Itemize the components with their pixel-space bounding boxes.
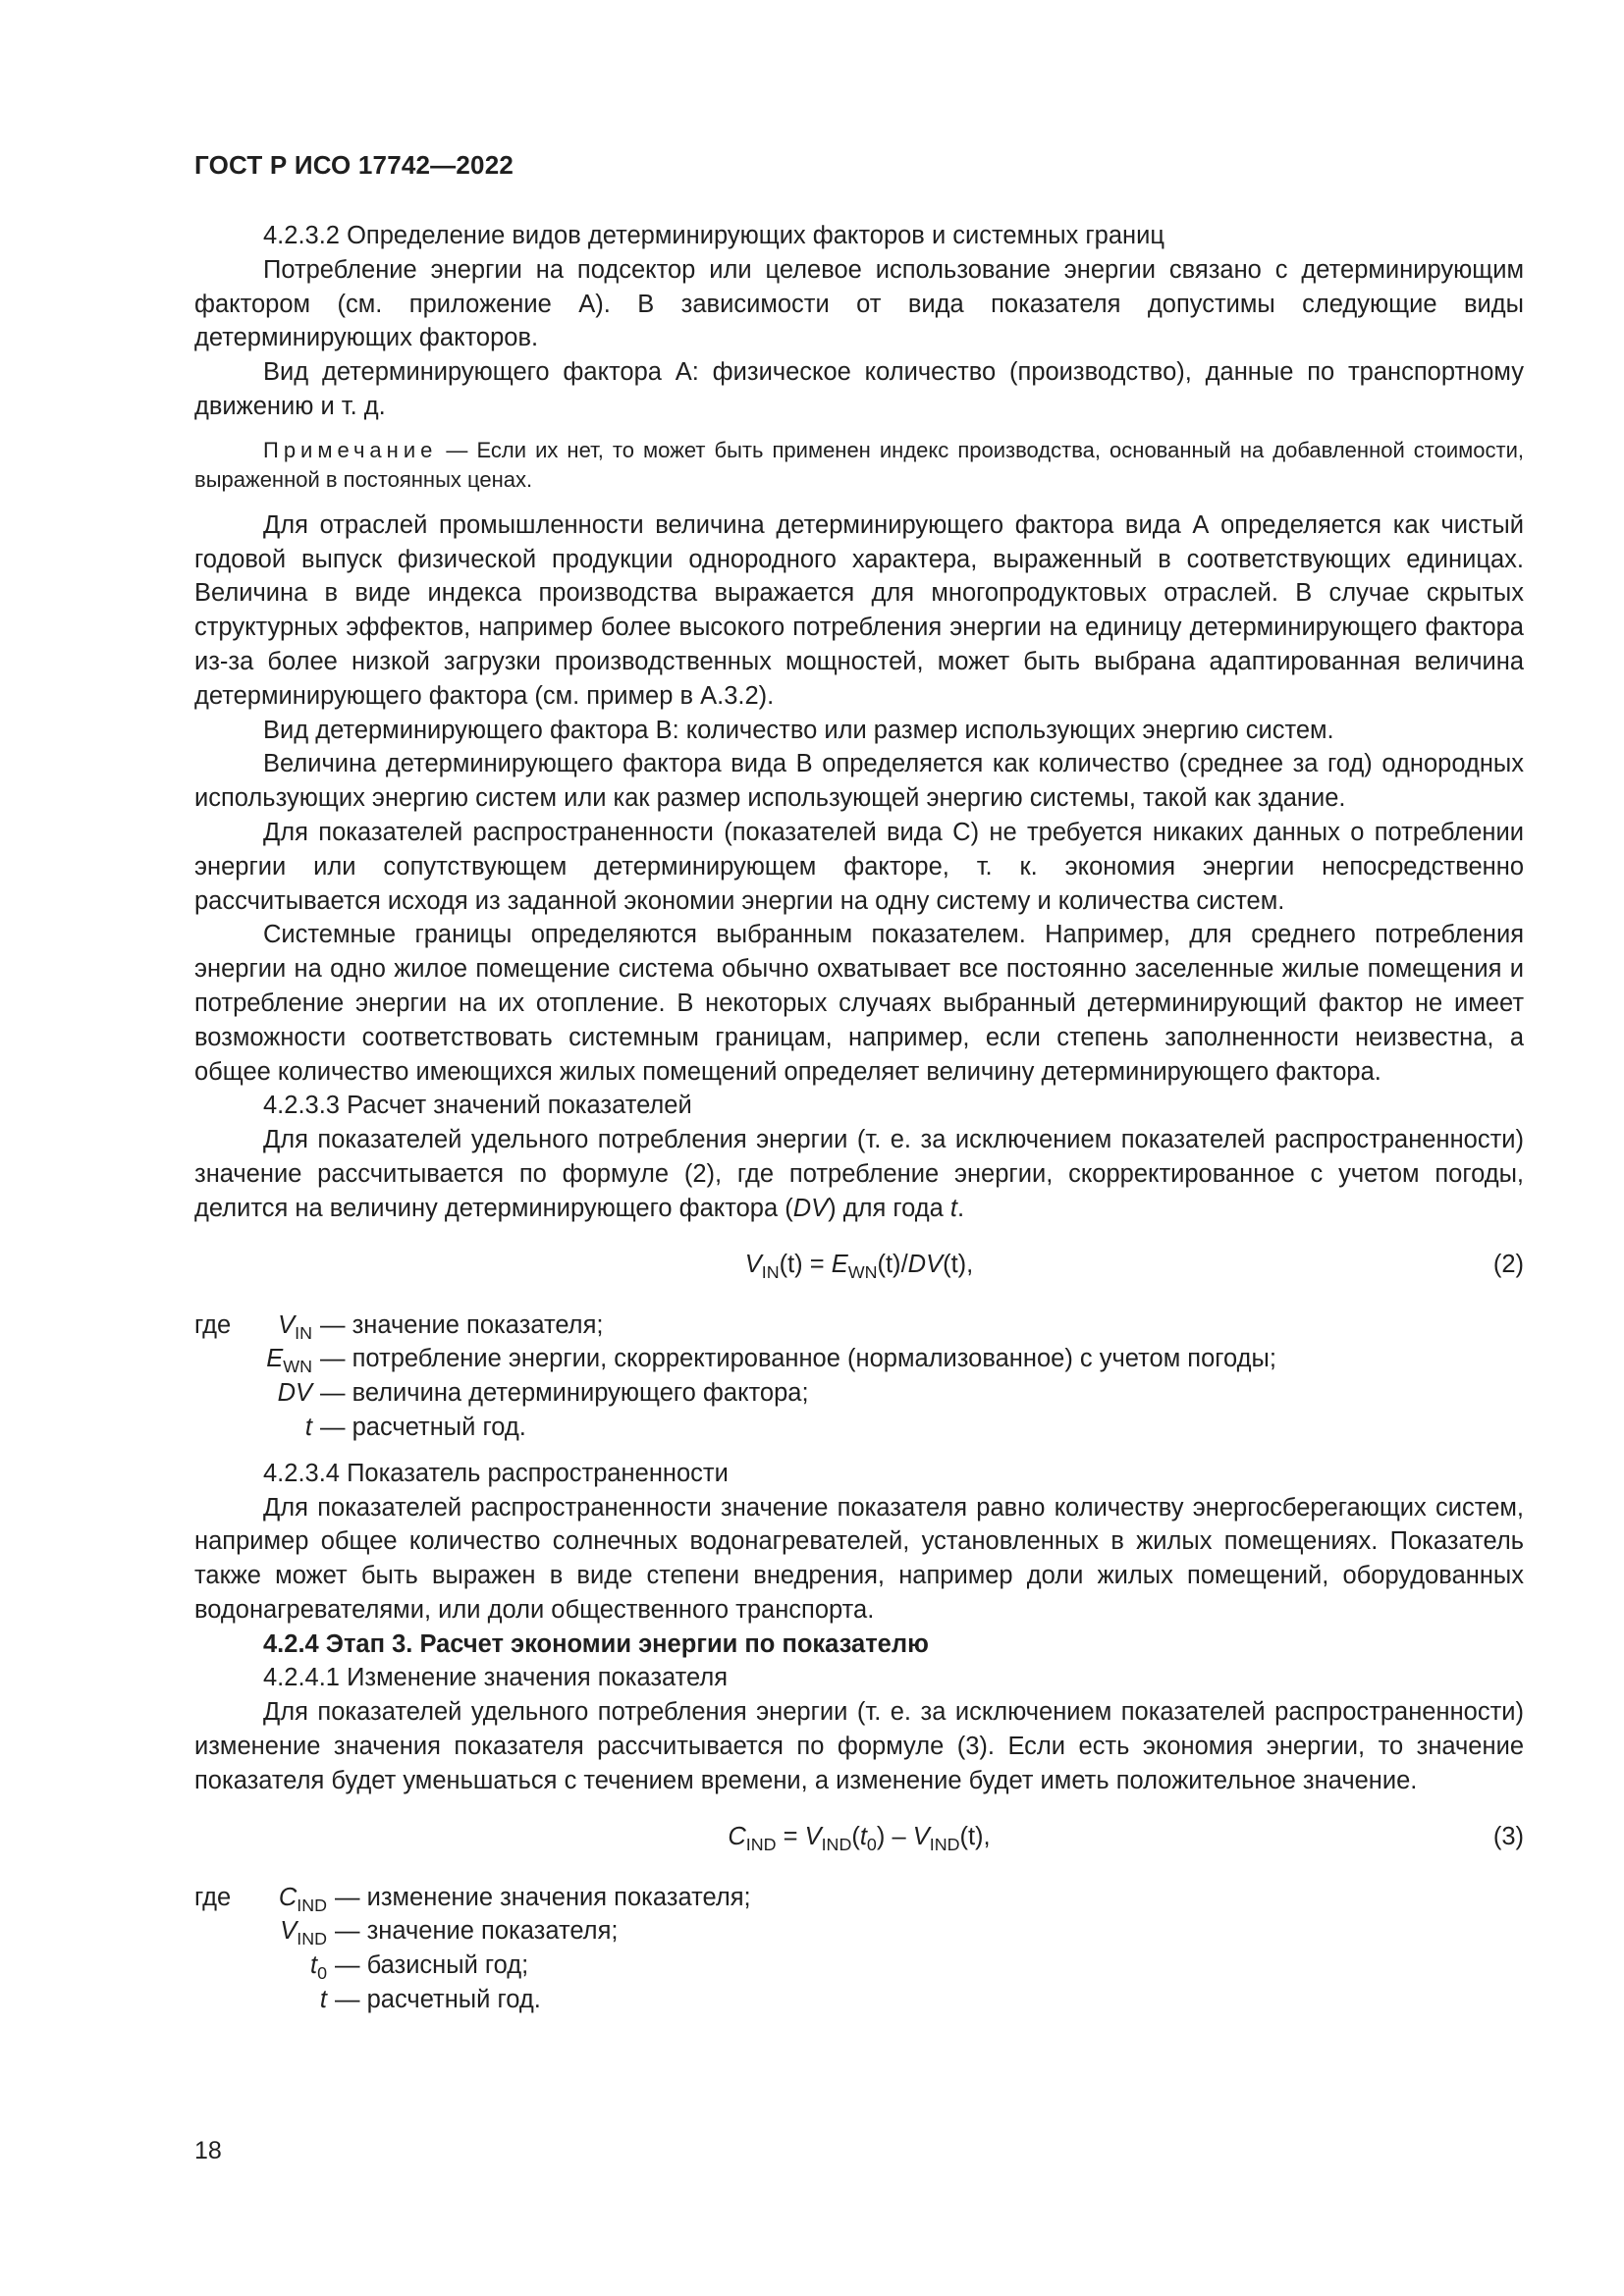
formula-2-expression: $V_{IN}(t) = E_{WN}(t)/DV(t)$, — [744, 1250, 974, 1282]
section-heading-4-2-4-1: 4.2.4.1 Изменение значения показателя — [263, 1664, 729, 1692]
where-row: DV — величина детерминирующего фактора; — [277, 1379, 809, 1408]
formula-3 — [194, 1810, 1524, 1863]
paragraph: Потребление энергии на подсектор или целевое использование энергии связано с детерминирующим фактором (см. приложение А). В зависимости от вида показателя допустимы следующие виды детерминирующих факторов. — [194, 255, 1524, 352]
section-heading-4-2-3-3: 4.2.3.3 Расчет значений показателей — [263, 1092, 692, 1120]
paragraph: Системные границы определяются выбранным показателем. Например, для среднего потребления энергии на одно жилое помещение система обычно охватывает все постоянно заселенные жилые помещения и потребление энергии на их отопление. В некоторых случаях выбранный детерминирующий фактор не имеет возможности соответствовать системным границам, например, если степень заполненности неизвестна, а общее количество имеющихся жилых помещений определяет величину детерминирующего фактора. — [194, 921, 1524, 1086]
paragraph: Величина детерминирующего фактора вида В определяется как количество (среднее за год) однородных использующих энергию систем или как размер использующей энергию системы, такой как здание. — [194, 750, 1524, 813]
paragraph: Для показателей распространенности значение показателя равно количеству энергосберегающих систем, например общее количество солнечных водонагревателей, установленных в жилых помещениях. Показатель также может быть выражен в виде степени внедрения, например доли жилых помещений, оборудованных водонагревателями, или доли общественного транспорта. — [194, 1493, 1524, 1624]
document-header: ГОСТ Р ИСО 17742—2022 — [194, 150, 514, 180]
formula-2-number: (2) — [1492, 1250, 1524, 1278]
where-row: $V_{IND}$ — значение показателя; — [280, 1917, 619, 1949]
where-row: t — расчетный год. — [319, 1986, 541, 2014]
section-heading-4-2-4: 4.2.4 Этап 3. Расчет экономии энергии по показателю — [263, 1629, 929, 1658]
page-number: 18 — [194, 2137, 222, 2164]
note — [194, 436, 1524, 495]
paragraph: Для показателей удельного потребления энергии (т. е. за исключением показателей распространенности) изменение значения показателя рассчитывается по формуле (3). Если есть экономия энергии, то значение показателя будет уменьшаться с течением времени, а изменение будет иметь положительное значение. — [194, 1698, 1524, 1794]
where-row: $E_{WN}$ — потребление энергии, скорректированное (нормализованное) с учетом погоды; — [266, 1345, 1276, 1377]
where-row: t — расчетный год. — [304, 1413, 526, 1441]
paragraph: Вид детерминирующего фактора А: физическое количество (производство), данные по транспортному движению и т. д. — [194, 358, 1524, 420]
formula-2 — [194, 1238, 1524, 1291]
section-heading-4-2-3-4: 4.2.3.4 Показатель распространенности — [263, 1459, 729, 1487]
where-list-2 — [194, 1308, 1524, 1445]
paragraph: Для отраслей промышленности величина детерминирующего фактора вида А определяется как чистый годовой выпуск физической продукции однородного характера, выраженный в соответствующих единицах. Величина в виде индекса производства выражается для многопродуктовых отраслей. В случае скрытых структурных эффектов, например более высокого потребления энергии на единицу детерминирующего фактора из-за более низкой загрузки производственных мощностей, может быть выбрана адаптированная величина детерминирующего фактора (см. пример в А.3.2). — [194, 510, 1524, 710]
paragraph: Вид детерминирующего фактора В: количество или размер использующих энергию систем. — [263, 716, 1334, 744]
document-body — [194, 219, 1524, 2017]
paragraph: Для показателей распространенности (показателей вида С) не требуется никаких данных о потреблении энергии или сопутствующем детерминирующем факторе, т. к. экономия энергии непосредственно рассчитывается исходя из заданной экономии энергии на одну систему и количества систем. — [194, 818, 1524, 915]
paragraph: Для показателей удельного потребления энергии (т. е. за исключением показателей распространенности) значение рассчитывается по формуле (2), где потребление энергии, скорректированное с учетом погоды, делится на величину детерминирующего фактора (DV) для года t. — [194, 1126, 1524, 1222]
note-label: Примечание — [263, 437, 438, 462]
section-heading-4-2-3-2: 4.2.3.2 Определение видов детерминирующих факторов и системных границ — [263, 222, 1164, 249]
where-list-3 — [194, 1881, 1524, 2017]
formula-3-expression: $C_{IND} = V_{IND}(t_0) - V_{IND}(t)$, — [728, 1822, 991, 1854]
formula-3-number: (3) — [1492, 1822, 1524, 1850]
where-row: $t_0$ — базисный год; — [309, 1951, 529, 1984]
where-row: где $V_{IN}$ — значение показателя; — [194, 1310, 604, 1343]
where-row: где $C_{IND}$ — изменение значения показателя; — [194, 1883, 751, 1915]
note-text: — Если их нет, то может быть применен индекс производства, основанный на добавленной стоимости, выраженной в постоянных ценах. — [194, 437, 1524, 492]
